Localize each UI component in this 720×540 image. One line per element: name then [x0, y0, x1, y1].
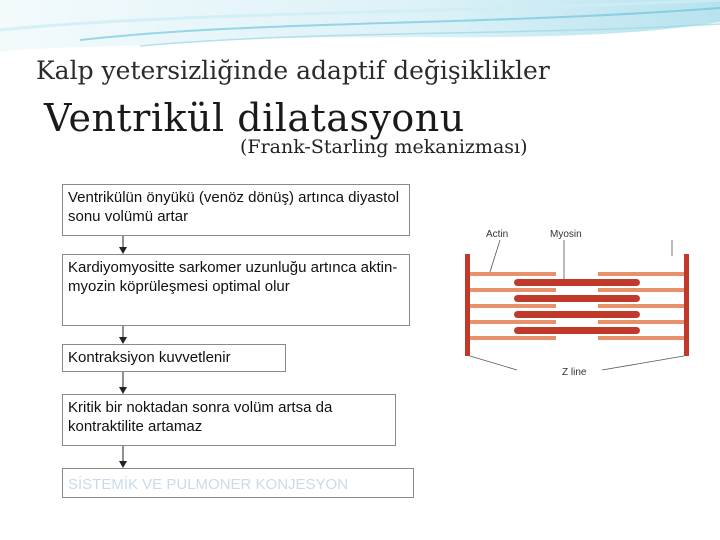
main-heading: Ventrikül dilatasyonu [44, 96, 465, 140]
flow-arrow-down-icon [118, 446, 128, 468]
myosin-filament [514, 311, 640, 318]
actin-filament [470, 320, 556, 324]
actin-filament [470, 336, 556, 340]
flow-step-2: Kardiyomyositte sarkomer uzunluğu artınca aktin-myozin köprüleşmesi optimal olur [62, 254, 410, 326]
actin-filament [470, 304, 556, 308]
flow-arrow-down-icon [118, 372, 128, 394]
z-line-label: Z line [562, 367, 587, 378]
actin-filament [598, 272, 684, 276]
flow-arrow-down-icon [118, 326, 128, 344]
myosin-filament [514, 279, 640, 286]
slide-title: Kalp yetersizliğinde adaptif değişiklikler [36, 56, 550, 85]
sarcomere-diagram [462, 220, 692, 385]
actin-filament [598, 304, 684, 308]
actin-filament [470, 272, 556, 276]
flow-step-3: Kontraksiyon kuvvetlenir [62, 344, 286, 372]
actin-filament [598, 336, 684, 340]
flow-arrow-down-icon [118, 236, 128, 254]
actin-label: Actin [486, 229, 509, 240]
flow-step-5: SİSTEMİK VE PULMONER KONJESYON [62, 468, 414, 498]
flow-step-4: Kritik bir noktadan sonra volüm artsa da kontraktilite artamaz [62, 394, 396, 446]
flow-step-1: Ventrikülün önyükü (venöz dönüş) artınca diyastol sonu volümü artar [62, 184, 410, 236]
subheading: (Frank-Starling mekanizması) [240, 136, 528, 158]
myosin-filament [514, 327, 640, 334]
z-line-left [465, 254, 470, 356]
actin-filament [598, 288, 684, 292]
myosin-label: Myosin [550, 229, 582, 240]
myosin-filament [514, 295, 640, 302]
actin-filament [470, 288, 556, 292]
z-line-right [684, 254, 689, 356]
actin-filament [598, 320, 684, 324]
